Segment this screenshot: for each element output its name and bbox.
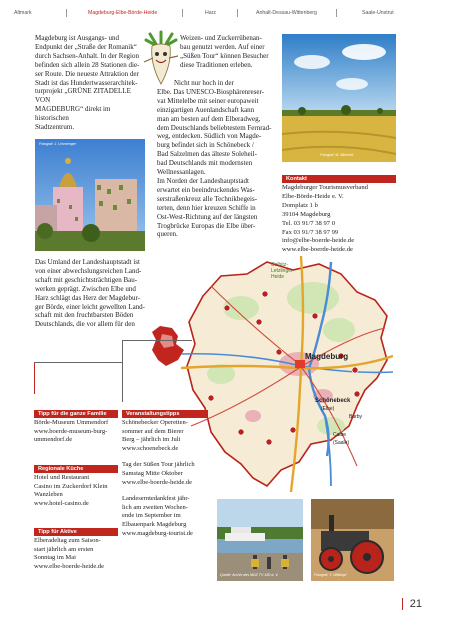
map-label-schoenebeck[interactable]: Schönebeck <box>315 398 351 404</box>
text-line: weg, entdecken. Südlich von Magde- <box>157 132 262 141</box>
hundertwasser-building-photo <box>35 139 145 251</box>
tip-line: Schönebecker Operetten- <box>122 419 188 426</box>
tip-line: Landeserntedankfest jähr- <box>122 495 190 503</box>
tip-line: Sonntag im Mai <box>34 554 76 562</box>
text-line: Das Umland der Landeshauptstadt ist <box>35 258 140 266</box>
text-line: Stadt ist das Hundertwasserarchitek- <box>35 78 138 87</box>
tip-line: Wanzleben <box>34 491 63 499</box>
tip-line: Elbauenpark Magdeburg <box>122 520 187 528</box>
connector-line <box>122 340 192 341</box>
text-line: queren. <box>157 230 178 239</box>
tip-link[interactable]: www.schoenebeck.de <box>122 444 179 452</box>
tip-familie-header: Tipp für die ganze Familie <box>34 410 118 418</box>
text-line: Trogbrücke Europas die Elbe über- <box>157 221 256 230</box>
text-line: Im Norden der Landeshauptstadt <box>157 176 249 185</box>
text-line: vat Mittelelbe mit seiner europaweit <box>157 96 259 105</box>
photo-caption: Fotograf: T. Wittkopf <box>314 573 347 577</box>
nav-divider <box>237 9 238 17</box>
kontakt-line: Elbe-Börde-Heide e. V. <box>282 192 344 200</box>
text-line: Ost-West-Richtung auf der längsten <box>157 212 258 221</box>
map-label-calbe: Calbe <box>333 432 347 438</box>
text-line: ger Börde, einer leicht gewellten Land- <box>35 302 146 311</box>
photo-caption: Fotograf: J. Ummenger <box>39 142 76 146</box>
landscape-photo <box>282 34 396 162</box>
connector-line <box>34 362 35 394</box>
text-line: durch Sachsen-Anhalt. In der Region <box>35 51 139 60</box>
text-line: ser Route. Die neueste Attraktion der <box>35 69 139 78</box>
nav-item-magdeburg-elbe-boerde-heide[interactable]: Magdeburg-Elbe-Börde-Heide <box>88 10 158 16</box>
photo-caption: Quelle: Archiv des MDZ TV 180 a. V. <box>220 573 279 577</box>
tip-line: Börde-Museum Ummendorf <box>34 419 109 426</box>
tip-link[interactable]: www.elbe-boerde-heide.de <box>34 562 104 570</box>
text-line: schaft mit den fruchtbarsten Böden <box>35 311 134 320</box>
text-line: man am besten auf dem Elberadweg, <box>157 114 261 123</box>
page-number-divider <box>402 598 404 610</box>
text-line: bad Deutschlands mit modernsten <box>157 159 253 168</box>
text-line: schaft mit geschichtsträchtigen Bau- <box>35 275 138 284</box>
kontakt-website-link[interactable]: www.elbe-boerde-heide.de <box>282 246 353 254</box>
tip-kueche-body <box>34 474 122 508</box>
text-line: „Süßen Tour“ können Besucher <box>180 51 269 60</box>
tip-familie-body <box>34 419 122 445</box>
text-line: Deutschlands, die vor allem für den <box>35 320 135 329</box>
photo-caption: Fotograf: M. Albrecht <box>320 153 354 157</box>
steam-tractor-photo <box>311 499 394 581</box>
tip-line: Samstag Mitte Oktober <box>122 469 183 477</box>
tip-line: Casino im Zuckerdorf Klein <box>34 482 108 490</box>
spacer <box>122 453 218 461</box>
tip-link[interactable]: ummendorf.de <box>34 436 73 444</box>
kontakt-phone[interactable]: Tel. 03 91/7 38 97 0 <box>282 219 336 227</box>
text-line: Elbe. Das UNESCO-Biosphärenreser- <box>157 87 264 96</box>
text-line: Stadtzentrum. <box>35 123 75 132</box>
kontakt-header: Kontakt <box>282 175 396 183</box>
article-column-1-top <box>35 34 143 132</box>
map-label-heide: Colbitz- Letzlinger Heide <box>271 262 293 280</box>
kontakt-line: 39104 Magdeburg <box>282 210 331 218</box>
veranstaltung-body <box>122 419 218 538</box>
map-label-elbe: (Elbe) <box>321 406 335 412</box>
map-label-barby: Barby <box>349 414 363 420</box>
nav-divider <box>182 9 183 17</box>
tip-line: Berg – jährlich im Juli <box>122 436 181 444</box>
tip-line: Hotel und Restaurant <box>34 474 90 481</box>
tip-line: lich am zweiten Wochen- <box>122 503 188 511</box>
connector-line <box>122 340 123 402</box>
text-line: burg befindet sich in Schönebeck / <box>157 141 254 150</box>
top-navigation <box>0 0 450 30</box>
spacer <box>122 487 218 495</box>
nav-item-saale-unstrut[interactable]: Saale-Unstrut <box>362 10 394 16</box>
nav-divider <box>66 9 67 17</box>
nav-item-altmark[interactable]: Altmark <box>14 10 32 16</box>
text-line: Weizen- und Zuckerrübenan- <box>180 34 262 42</box>
tip-aktive-body <box>34 537 122 571</box>
text-line: Bad Salzelmen das älteste Soleheil- <box>157 150 257 159</box>
tip-link[interactable]: www.magdeburg-tourist.de <box>122 529 193 537</box>
tip-link[interactable]: www.boerde-museum-burg- <box>34 427 108 435</box>
text-line: Nicht nur hoch in der <box>174 79 234 87</box>
kontakt-body <box>282 184 396 255</box>
nav-item-anhalt-dessau-wittenberg[interactable]: Anhalt-Dessau-Wittenberg <box>256 10 317 16</box>
nav-item-harz[interactable]: Harz <box>205 10 216 16</box>
tip-line: Elberadeltag zum Saison- <box>34 537 101 544</box>
text-line: MAGDEBURG“ direkt im historischen <box>35 105 111 123</box>
text-line: bau genutzt werden. Auf einer <box>180 42 265 51</box>
article-column-2-main <box>157 79 279 239</box>
text-line: werken geprägt. Zwischen Elbe und <box>35 284 136 293</box>
text-line: Harz schlägt das Herz der Magdebur- <box>35 293 141 302</box>
tip-line: sommer auf dem Bierer <box>122 427 184 435</box>
tip-aktive-header: Tipp für Aktive <box>34 528 118 536</box>
text-line: befinden sich allein 28 Stationen die- <box>35 60 140 69</box>
text-line: einzigartigen Auenlandschaft kann <box>157 105 255 114</box>
kontakt-line: Magdeburger Tourismusverband <box>282 184 368 191</box>
text-line: serstraßenkreuz alle Technikbegeis- <box>157 194 258 203</box>
tip-kueche-header: Regionale Küche <box>34 465 118 473</box>
tip-line: Tag der Süßen Tour jährlich <box>122 461 195 469</box>
text-line: Wellnessanlagen. <box>157 168 206 177</box>
map-label-saale: (Saale) <box>333 440 350 446</box>
article-column-1-bottom <box>35 258 147 329</box>
connector-line <box>34 362 122 363</box>
text-line: Endpunkt der „Straße der Romanik“ <box>35 42 137 51</box>
text-line: terten, denn hier kreuzen Schiffe in <box>157 203 256 212</box>
kontakt-email-link[interactable]: info@elbe-boerde-heide.de <box>282 237 355 245</box>
text-line: dem Deutschlands beliebtestem Fernrad- <box>157 123 272 132</box>
text-line: von einer abwechslungsreichen Land- <box>35 266 142 275</box>
tip-link[interactable]: www.hotel-casino.de <box>34 499 89 507</box>
kontakt-line: Domplatz 1 b <box>282 201 318 209</box>
page-number: 21 <box>409 598 422 610</box>
veranstaltung-header: Veranstaltungstipps <box>122 410 208 418</box>
text-line: Magdeburg ist Ausgangs- und <box>35 34 120 42</box>
tip-line: start jährlich am ersten <box>34 545 94 553</box>
sugar-beet-mascot-icon <box>140 30 182 86</box>
text-line: turprojekt „GRÜNE ZITADELLE VON <box>35 87 131 105</box>
map-label-magdeburg[interactable]: Magdeburg <box>305 352 349 361</box>
article-column-2-top <box>180 34 276 70</box>
tip-link[interactable]: www.elbe-boerde-heide.de <box>122 478 192 486</box>
tip-line: ende im September im <box>122 512 181 520</box>
text-line: erwartet ein beeindruckendes Was- <box>157 185 255 194</box>
kontakt-fax: Fax 03 91/7 38 97 99 <box>282 228 339 236</box>
ship-photo <box>217 499 303 581</box>
nav-divider <box>336 9 337 17</box>
text-line: diese Traditionen erleben. <box>180 60 253 69</box>
